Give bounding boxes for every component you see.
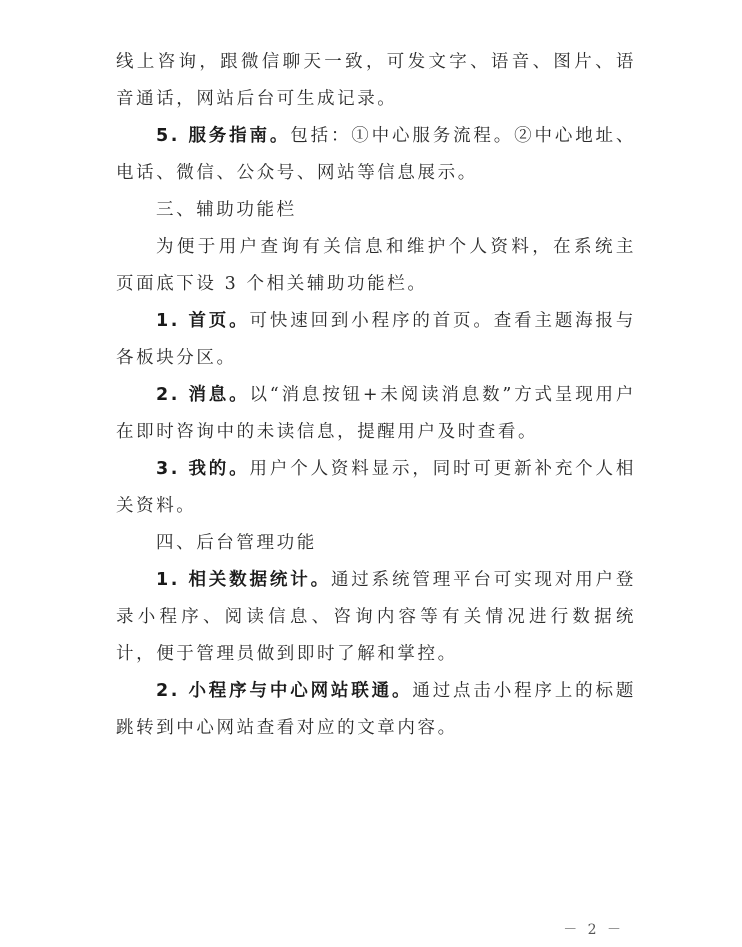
item-title: 相关数据统计。 [188,570,331,590]
item-title: 服务指南。 [188,126,291,146]
item-number: 1. [156,570,181,590]
paragraph-text: 线上咨询，跟微信聊天一致，可发文字、语音、图片、语音通话，网站后台可生成记录。 [116,52,636,109]
item-home [116,303,636,377]
item-messages [116,377,636,451]
item-service-guide [116,118,636,192]
item-text: 用户个人资料显示，同时可更新补充个人相关资料。 [116,459,636,516]
paragraph-auxiliary-intro [116,229,636,303]
item-text: 可快速回到小程序的首页。查看主题海报与各板块分区。 [116,311,636,368]
item-title: 我的。 [188,459,250,479]
item-text: 以“消息按钮+未阅读消息数”方式呈现用户在即时咨询中的未读信息，提醒用户及时查看。 [116,385,636,442]
item-title: 首页。 [188,311,250,331]
paragraph-text: 为便于用户查询有关信息和维护个人资料，在系统主页面底下设 3 个相关辅助功能栏。 [116,237,636,294]
section-heading-auxiliary: 三、辅助功能栏 [156,200,297,220]
item-number: 2. [156,385,181,405]
item-title: 小程序与中心网站联通。 [188,681,413,701]
item-number: 1. [156,311,181,331]
item-number: 3. [156,459,181,479]
item-text: 通过点击小程序上的标题跳转到中心网站查看对应的文章内容。 [116,681,636,738]
page-number: － 2 － [563,922,624,938]
document-body [116,44,636,747]
item-text: 通过系统管理平台可实现对用户登录小程序、阅读信息、咨询内容等有关情况进行数据统计，便于管理员做到即时了解和掌控。 [116,570,636,664]
item-text: 包括：①中心服务流程。②中心地址、电话、微信、公众号、网站等信息展示。 [116,126,637,183]
item-data-statistics [116,562,636,673]
item-website-link [116,673,636,747]
item-title: 消息。 [188,385,250,405]
paragraph-consultation-continued [116,44,636,118]
item-number: 5. [156,126,181,146]
section-heading-backend: 四、后台管理功能 [156,533,317,553]
item-mine [116,451,636,525]
item-number: 2. [156,681,181,701]
